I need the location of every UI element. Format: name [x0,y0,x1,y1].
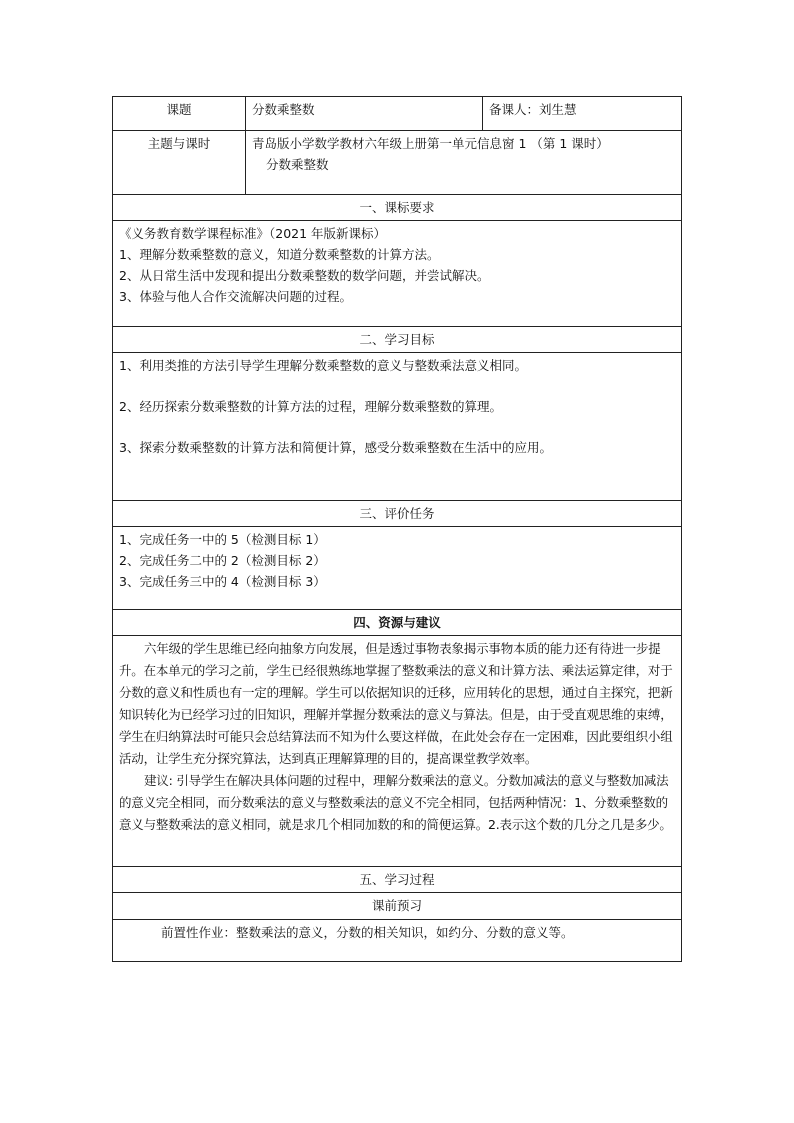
standards-line: 《义务教育数学课程标准》（2021 年版新课标） [119,226,387,241]
process-subtitle-row [113,893,682,920]
goals-title-row [113,327,682,353]
standards-title-row [113,195,682,221]
goal-line: 2、经历探索分数乘整数的计算方法的过程，理解分数乘整数的算理。 [119,399,502,414]
resources-title: 四、资源与建议 [113,610,682,636]
evaluation-line: 2、完成任务二中的 2（检测目标 2） [119,553,326,568]
standards-line: 3、体验与他人合作交流解决问题的过程。 [119,289,352,304]
topic-value: 分数乘整数 [246,97,483,131]
resources-body-row [113,636,682,867]
process-subtitle: 课前预习 [113,893,682,920]
goals-body-row [113,353,682,501]
standards-body [113,221,682,327]
goals-title: 二、学习目标 [113,327,682,353]
theme-label: 主题与课时 [113,131,246,195]
goals-body [113,353,682,501]
resources-body [113,636,682,867]
goal-line: 1、利用类推的方法引导学生理解分数乘整数的意义与整数乘法意义相同。 [119,358,527,373]
preview-text: 前置性作业：整数乘法的意义，分数的相关知识，如约分、分数的意义等。 [113,920,682,962]
standards-title: 一、课标要求 [113,195,682,221]
preview-row [113,920,682,962]
theme-line-1: 青岛版小学数学教材六年级上册第一单元信息窗 1 （第 1 课时） [252,136,609,151]
process-title-row [113,867,682,893]
evaluation-title: 三、评价任务 [113,501,682,527]
theme-row [113,131,682,195]
preparer: 备课人：刘生慧 [483,97,682,131]
goal-line: 3、探索分数乘整数的计算方法和简便计算，感受分数乘整数在生活中的应用。 [119,440,552,455]
standards-line: 2、从日常生活中发现和提出分数乘整数的数学问题，并尝试解决。 [119,268,490,283]
topic-row [113,97,682,131]
lesson-plan-table [112,96,682,962]
evaluation-title-row [113,501,682,527]
topic-label: 课题 [113,97,246,131]
resources-paragraph-2: 建议: 引导学生在解决具体问题的过程中，理解分数乘法的意义。分数加减法的意义与整数加减法的意义完全相同，而分数乘法的意义与整数乘法的意义不完全相同，包括两种情况：1、分数乘整数的意义与整数乘法的意义相同，就是求几个相同加数的和的简便运算。2.表示这个数的几分之几是多少。 [119,773,672,832]
standards-line: 1、理解分数乘整数的意义，知道分数乘整数的计算方法。 [119,247,440,262]
standards-body-row [113,221,682,327]
resources-paragraph-1: 六年级的学生思维已经向抽象方向发展，但是透过事物表象揭示事物本质的能力还有待进一步提升。在本单元的学习之前，学生已经很熟练地掌握了整数乘法的意义和计算方法、乘法运算定律，对于分数的意义和性质也有一定的理解。学生可以依据知识的迁移，应用转化的思想，通过自主探究，把新知识转化为已经学习过的旧知识，理解并掌握分数乘法的意义与算法。但是，由于受直观思维的束缚，学生在归纳算法时可能只会总结算法而不知为什么要这样做，在此处会存在一定困难，因此要组织小组活动，让学生充分探究算法，达到真正理解算理的目的，提高课堂教学效率。 [119,641,673,766]
process-title: 五、学习过程 [113,867,682,893]
resources-title-row [113,610,682,636]
theme-value [246,131,682,195]
evaluation-line: 3、完成任务三中的 4（检测目标 3） [119,574,326,589]
evaluation-body-row [113,527,682,610]
theme-line-2: 分数乘整数 [266,157,329,172]
evaluation-line: 1、完成任务一中的 5（检测目标 1） [119,532,326,547]
evaluation-body [113,527,682,610]
